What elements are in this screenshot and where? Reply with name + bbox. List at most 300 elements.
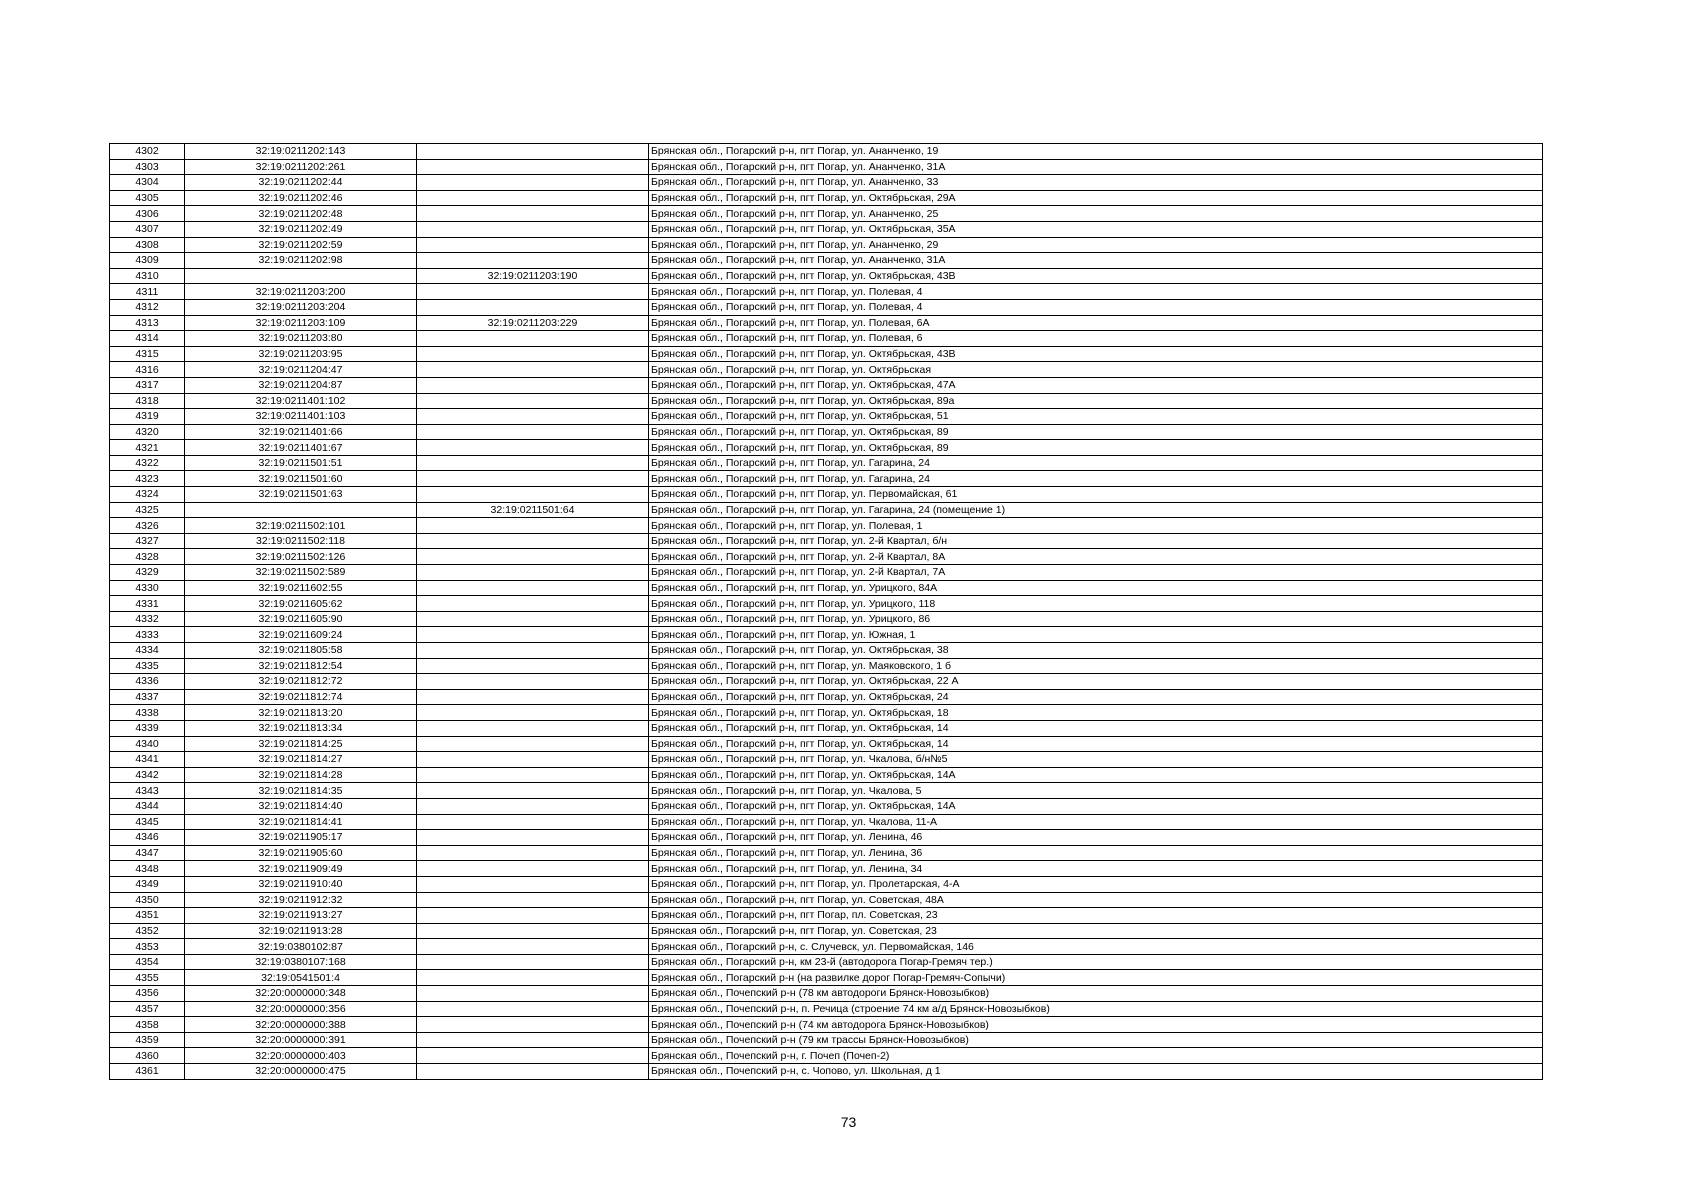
row-number-cell: 4353 xyxy=(110,939,185,955)
parent-cadastral-cell xyxy=(417,939,649,955)
row-number-cell: 4316 xyxy=(110,362,185,378)
parent-cadastral-cell xyxy=(417,986,649,1002)
table-row xyxy=(110,1032,1543,1048)
row-number-cell: 4350 xyxy=(110,892,185,908)
row-number-cell: 4342 xyxy=(110,767,185,783)
table-row xyxy=(110,565,1543,581)
parent-cadastral-cell xyxy=(417,736,649,752)
table-row xyxy=(110,908,1543,924)
table-row xyxy=(110,830,1543,846)
cadastral-number-cell: 32:20:0000000:403 xyxy=(185,1048,417,1064)
address-cell: Брянская обл., Погарский р-н, пгт Погар, ул. Ананченко, 33 xyxy=(649,175,1543,191)
address-cell: Брянская обл., Погарский р-н, пгт Погар, ул. 2-й Квартал, 8А xyxy=(649,549,1543,565)
row-number-cell: 4336 xyxy=(110,674,185,690)
table-row xyxy=(110,299,1543,315)
parent-cadastral-cell xyxy=(417,954,649,970)
cadastral-number-cell: 32:20:0000000:388 xyxy=(185,1017,417,1033)
parent-cadastral-cell xyxy=(417,658,649,674)
cadastral-number-cell: 32:19:0211204:87 xyxy=(185,377,417,393)
table-row xyxy=(110,175,1543,191)
row-number-cell: 4339 xyxy=(110,720,185,736)
row-number-cell: 4349 xyxy=(110,876,185,892)
cadastral-number-cell: 32:19:0211202:46 xyxy=(185,190,417,206)
address-cell: Брянская обл., Погарский р-н, пгт Погар, ул. Чкалова, б/н№5 xyxy=(649,752,1543,768)
row-number-cell: 4337 xyxy=(110,689,185,705)
address-cell: Брянская обл., Погарский р-н, пгт Погар, ул. Урицкого, 86 xyxy=(649,611,1543,627)
address-cell: Брянская обл., Погарский р-н, пгт Погар, ул. Полевая, 4 xyxy=(649,299,1543,315)
parent-cadastral-cell xyxy=(417,767,649,783)
parent-cadastral-cell xyxy=(417,175,649,191)
table-row xyxy=(110,814,1543,830)
address-cell: Брянская обл., Погарский р-н, пгт Погар, ул. Октябрьская, 29А xyxy=(649,190,1543,206)
parent-cadastral-cell xyxy=(417,1032,649,1048)
table-row xyxy=(110,315,1543,331)
row-number-cell: 4343 xyxy=(110,783,185,799)
address-cell: Брянская обл., Погарский р-н, пгт Погар, ул. Гагарина, 24 xyxy=(649,455,1543,471)
parent-cadastral-cell xyxy=(417,533,649,549)
row-number-cell: 4332 xyxy=(110,611,185,627)
table-row xyxy=(110,1064,1543,1080)
parent-cadastral-cell xyxy=(417,299,649,315)
row-number-cell: 4348 xyxy=(110,861,185,877)
cadastral-number-cell: 32:19:0211812:72 xyxy=(185,674,417,690)
row-number-cell: 4313 xyxy=(110,315,185,331)
parent-cadastral-cell xyxy=(417,861,649,877)
parent-cadastral-cell: 32:19:0211501:64 xyxy=(417,502,649,518)
parent-cadastral-cell xyxy=(417,970,649,986)
table-row xyxy=(110,253,1543,269)
cadastral-number-cell: 32:19:0211814:25 xyxy=(185,736,417,752)
cadastral-number-cell: 32:20:0000000:348 xyxy=(185,986,417,1002)
table-row xyxy=(110,1048,1543,1064)
parent-cadastral-cell xyxy=(417,923,649,939)
cadastral-number-cell: 32:19:0211502:101 xyxy=(185,518,417,534)
address-cell: Брянская обл., Погарский р-н, пгт Погар, ул. Советская, 23 xyxy=(649,923,1543,939)
row-number-cell: 4331 xyxy=(110,596,185,612)
cadastral-number-cell: 32:19:0211202:44 xyxy=(185,175,417,191)
parent-cadastral-cell xyxy=(417,331,649,347)
parent-cadastral-cell xyxy=(417,1048,649,1064)
address-cell: Брянская обл., Погарский р-н, пгт Погар, ул. Ананченко, 31А xyxy=(649,253,1543,269)
table-row xyxy=(110,954,1543,970)
address-cell: Брянская обл., Погарский р-н, пгт Погар, ул. Октябрьская, 89 xyxy=(649,424,1543,440)
address-cell: Брянская обл., Почепский р-н (79 км трассы Брянск-Новозыбков) xyxy=(649,1032,1543,1048)
address-cell: Брянская обл., Погарский р-н, пгт Погар, ул. Чкалова, 5 xyxy=(649,783,1543,799)
cadastral-number-cell: 32:19:0211502:126 xyxy=(185,549,417,565)
parent-cadastral-cell xyxy=(417,159,649,175)
row-number-cell: 4334 xyxy=(110,643,185,659)
row-number-cell: 4319 xyxy=(110,409,185,425)
registry-table xyxy=(109,143,1543,1080)
table-row xyxy=(110,237,1543,253)
cadastral-number-cell: 32:19:0211609:24 xyxy=(185,627,417,643)
address-cell: Брянская обл., Погарский р-н, пгт Погар, ул. Урицкого, 118 xyxy=(649,596,1543,612)
parent-cadastral-cell xyxy=(417,674,649,690)
row-number-cell: 4318 xyxy=(110,393,185,409)
cadastral-number-cell: 32:19:0211905:60 xyxy=(185,845,417,861)
cadastral-number-cell: 32:19:0211605:62 xyxy=(185,596,417,612)
cadastral-number-cell: 32:19:0211203:95 xyxy=(185,346,417,362)
parent-cadastral-cell xyxy=(417,798,649,814)
row-number-cell: 4326 xyxy=(110,518,185,534)
parent-cadastral-cell xyxy=(417,752,649,768)
row-number-cell: 4304 xyxy=(110,175,185,191)
cadastral-number-cell: 32:19:0211202:49 xyxy=(185,221,417,237)
row-number-cell: 4335 xyxy=(110,658,185,674)
table-row xyxy=(110,518,1543,534)
cadastral-number-cell: 32:19:0211202:98 xyxy=(185,253,417,269)
cadastral-number-cell: 32:19:0211501:51 xyxy=(185,455,417,471)
table-row xyxy=(110,580,1543,596)
address-cell: Брянская обл., Погарский р-н, пгт Погар, ул. Ленина, 46 xyxy=(649,830,1543,846)
table-row xyxy=(110,845,1543,861)
address-cell: Брянская обл., Погарский р-н, пгт Погар, ул. Чкалова, 11-А xyxy=(649,814,1543,830)
cadastral-number-cell: 32:20:0000000:475 xyxy=(185,1064,417,1080)
row-number-cell: 4360 xyxy=(110,1048,185,1064)
table-row xyxy=(110,861,1543,877)
table-row xyxy=(110,377,1543,393)
table-row xyxy=(110,658,1543,674)
row-number-cell: 4302 xyxy=(110,144,185,160)
parent-cadastral-cell xyxy=(417,845,649,861)
cadastral-number-cell: 32:19:0211501:63 xyxy=(185,487,417,503)
address-cell: Брянская обл., Погарский р-н, пгт Погар, ул. Ананченко, 29 xyxy=(649,237,1543,253)
address-cell: Брянская обл., Погарский р-н, км 23-й (автодорога Погар-Гремяч тер.) xyxy=(649,954,1543,970)
cadastral-number-cell: 32:19:0211805:58 xyxy=(185,643,417,659)
parent-cadastral-cell xyxy=(417,689,649,705)
table-row xyxy=(110,783,1543,799)
row-number-cell: 4354 xyxy=(110,954,185,970)
cadastral-number-cell: 32:19:0211913:27 xyxy=(185,908,417,924)
address-cell: Брянская обл., Погарский р-н, пгт Погар, ул. Ананченко, 31А xyxy=(649,159,1543,175)
address-cell: Брянская обл., Погарский р-н, пгт Погар, ул. Октябрьская, 14 xyxy=(649,736,1543,752)
parent-cadastral-cell xyxy=(417,1017,649,1033)
address-cell: Брянская обл., Погарский р-н, пгт Погар, ул. Полевая, 6А xyxy=(649,315,1543,331)
cadastral-number-cell xyxy=(185,268,417,284)
parent-cadastral-cell: 32:19:0211203:190 xyxy=(417,268,649,284)
row-number-cell: 4320 xyxy=(110,424,185,440)
address-cell: Брянская обл., Погарский р-н, пгт Погар, ул. 2-й Квартал, б/н xyxy=(649,533,1543,549)
row-number-cell: 4359 xyxy=(110,1032,185,1048)
table-row xyxy=(110,970,1543,986)
address-cell: Брянская обл., Погарский р-н, пгт Погар, ул. Ананченко, 19 xyxy=(649,144,1543,160)
address-cell: Брянская обл., Погарский р-н, пгт Погар, ул. Октябрьская, 43В xyxy=(649,268,1543,284)
address-cell: Брянская обл., Почепский р-н, с. Чопово, ул. Школьная, д 1 xyxy=(649,1064,1543,1080)
cadastral-number-cell: 32:19:0211602:55 xyxy=(185,580,417,596)
cadastral-number-cell: 32:19:0211812:74 xyxy=(185,689,417,705)
parent-cadastral-cell xyxy=(417,424,649,440)
address-cell: Брянская обл., Погарский р-н, пгт Погар, ул. Советская, 48А xyxy=(649,892,1543,908)
address-cell: Брянская обл., Погарский р-н, пгт Погар, ул. Октябрьская, 38 xyxy=(649,643,1543,659)
table-row xyxy=(110,268,1543,284)
row-number-cell: 4347 xyxy=(110,845,185,861)
address-cell: Брянская обл., Погарский р-н, с. Случевск, ул. Первомайская, 146 xyxy=(649,939,1543,955)
table-row xyxy=(110,939,1543,955)
table-row xyxy=(110,487,1543,503)
address-cell: Брянская обл., Погарский р-н, пгт Погар, ул. Октябрьская, 14 xyxy=(649,720,1543,736)
table-row xyxy=(110,627,1543,643)
cadastral-number-cell: 32:19:0211814:28 xyxy=(185,767,417,783)
table-row xyxy=(110,549,1543,565)
cadastral-number-cell: 32:19:0211202:143 xyxy=(185,144,417,160)
cadastral-number-cell: 32:19:0211203:80 xyxy=(185,331,417,347)
table-row xyxy=(110,1017,1543,1033)
parent-cadastral-cell xyxy=(417,346,649,362)
table-row xyxy=(110,596,1543,612)
registry-table-body xyxy=(110,144,1543,1080)
cadastral-number-cell: 32:19:0211202:59 xyxy=(185,237,417,253)
cadastral-number-cell: 32:19:0211909:49 xyxy=(185,861,417,877)
row-number-cell: 4321 xyxy=(110,440,185,456)
row-number-cell: 4314 xyxy=(110,331,185,347)
parent-cadastral-cell xyxy=(417,518,649,534)
table-row xyxy=(110,643,1543,659)
cadastral-number-cell: 32:19:0211401:102 xyxy=(185,393,417,409)
table-row xyxy=(110,440,1543,456)
table-row xyxy=(110,331,1543,347)
table-row xyxy=(110,206,1543,222)
address-cell: Брянская обл., Погарский р-н, пгт Погар, ул. Южная, 1 xyxy=(649,627,1543,643)
cadastral-number-cell: 32:19:0211905:17 xyxy=(185,830,417,846)
parent-cadastral-cell xyxy=(417,705,649,721)
table-row xyxy=(110,284,1543,300)
row-number-cell: 4356 xyxy=(110,986,185,1002)
row-number-cell: 4344 xyxy=(110,798,185,814)
cadastral-number-cell: 32:19:0211814:41 xyxy=(185,814,417,830)
table-row xyxy=(110,798,1543,814)
cadastral-number-cell: 32:19:0211401:103 xyxy=(185,409,417,425)
table-row xyxy=(110,736,1543,752)
row-number-cell: 4310 xyxy=(110,268,185,284)
address-cell: Брянская обл., Погарский р-н (на развилке дорог Погар-Гремяч-Сопычи) xyxy=(649,970,1543,986)
table-row xyxy=(110,533,1543,549)
cadastral-number-cell: 32:19:0211203:200 xyxy=(185,284,417,300)
parent-cadastral-cell xyxy=(417,362,649,378)
cadastral-number-cell: 32:20:0000000:391 xyxy=(185,1032,417,1048)
address-cell: Брянская обл., Погарский р-н, пгт Погар, ул. Октябрьская, 35А xyxy=(649,221,1543,237)
address-cell: Брянская обл., Погарский р-н, пгт Погар, ул. Октябрьская, 14А xyxy=(649,798,1543,814)
parent-cadastral-cell xyxy=(417,377,649,393)
address-cell: Брянская обл., Погарский р-н, пгт Погар, ул. Гагарина, 24 (помещение 1) xyxy=(649,502,1543,518)
cadastral-number-cell: 32:19:0211202:48 xyxy=(185,206,417,222)
row-number-cell: 4345 xyxy=(110,814,185,830)
table-row xyxy=(110,1001,1543,1017)
cadastral-number-cell: 32:19:0211814:27 xyxy=(185,752,417,768)
address-cell: Брянская обл., Погарский р-н, пгт Погар, пл. Советская, 23 xyxy=(649,908,1543,924)
address-cell: Брянская обл., Погарский р-н, пгт Погар, ул. Урицкого, 84А xyxy=(649,580,1543,596)
parent-cadastral-cell xyxy=(417,814,649,830)
cadastral-number-cell: 32:19:0211401:67 xyxy=(185,440,417,456)
parent-cadastral-cell xyxy=(417,393,649,409)
parent-cadastral-cell xyxy=(417,487,649,503)
row-number-cell: 4306 xyxy=(110,206,185,222)
address-cell: Брянская обл., Почепский р-н (78 км автодороги Брянск-Новозыбков) xyxy=(649,986,1543,1002)
address-cell: Брянская обл., Почепский р-н, г. Почеп (Почеп-2) xyxy=(649,1048,1543,1064)
address-cell: Брянская обл., Погарский р-н, пгт Погар, ул. Гагарина, 24 xyxy=(649,471,1543,487)
cadastral-number-cell: 32:19:0211912:32 xyxy=(185,892,417,908)
parent-cadastral-cell xyxy=(417,190,649,206)
parent-cadastral-cell: 32:19:0211203:229 xyxy=(417,315,649,331)
row-number-cell: 4312 xyxy=(110,299,185,315)
table-row xyxy=(110,144,1543,160)
row-number-cell: 4309 xyxy=(110,253,185,269)
row-number-cell: 4315 xyxy=(110,346,185,362)
parent-cadastral-cell xyxy=(417,627,649,643)
table-row xyxy=(110,986,1543,1002)
table-row xyxy=(110,720,1543,736)
cadastral-number-cell: 32:19:0211814:35 xyxy=(185,783,417,799)
table-row xyxy=(110,876,1543,892)
row-number-cell: 4303 xyxy=(110,159,185,175)
parent-cadastral-cell xyxy=(417,1001,649,1017)
address-cell: Брянская обл., Погарский р-н, пгт Погар, ул. Полевая, 1 xyxy=(649,518,1543,534)
row-number-cell: 4352 xyxy=(110,923,185,939)
table-row xyxy=(110,705,1543,721)
address-cell: Брянская обл., Погарский р-н, пгт Погар, ул. Октябрьская, 14А xyxy=(649,767,1543,783)
cadastral-number-cell xyxy=(185,502,417,518)
cadastral-number-cell: 32:19:0541501:4 xyxy=(185,970,417,986)
parent-cadastral-cell xyxy=(417,206,649,222)
address-cell: Брянская обл., Почепский р-н (74 км автодорога Брянск-Новозыбков) xyxy=(649,1017,1543,1033)
parent-cadastral-cell xyxy=(417,720,649,736)
cadastral-number-cell: 32:19:0211910:40 xyxy=(185,876,417,892)
table-row xyxy=(110,362,1543,378)
cadastral-number-cell: 32:20:0000000:356 xyxy=(185,1001,417,1017)
parent-cadastral-cell xyxy=(417,409,649,425)
table-row xyxy=(110,892,1543,908)
table-row xyxy=(110,409,1543,425)
row-number-cell: 4346 xyxy=(110,830,185,846)
row-number-cell: 4330 xyxy=(110,580,185,596)
row-number-cell: 4338 xyxy=(110,705,185,721)
cadastral-number-cell: 32:19:0380102:87 xyxy=(185,939,417,955)
parent-cadastral-cell xyxy=(417,253,649,269)
cadastral-number-cell: 32:19:0211401:66 xyxy=(185,424,417,440)
table-row xyxy=(110,393,1543,409)
table-row xyxy=(110,159,1543,175)
row-number-cell: 4361 xyxy=(110,1064,185,1080)
cadastral-number-cell: 32:19:0211502:589 xyxy=(185,565,417,581)
parent-cadastral-cell xyxy=(417,237,649,253)
parent-cadastral-cell xyxy=(417,284,649,300)
row-number-cell: 4351 xyxy=(110,908,185,924)
address-cell: Брянская обл., Погарский р-н, пгт Погар, ул. Маяковского, 1 б xyxy=(649,658,1543,674)
address-cell: Брянская обл., Погарский р-н, пгт Погар, ул. Пролетарская, 4-А xyxy=(649,876,1543,892)
address-cell: Брянская обл., Погарский р-н, пгт Погар, ул. Октябрьская, 18 xyxy=(649,705,1543,721)
address-cell: Брянская обл., Погарский р-н, пгт Погар, ул. Октябрьская, 43В xyxy=(649,346,1543,362)
parent-cadastral-cell xyxy=(417,471,649,487)
table-row xyxy=(110,689,1543,705)
table-row xyxy=(110,674,1543,690)
address-cell: Брянская обл., Погарский р-н, пгт Погар, ул. Полевая, 6 xyxy=(649,331,1543,347)
table-row xyxy=(110,190,1543,206)
parent-cadastral-cell xyxy=(417,876,649,892)
table-row xyxy=(110,752,1543,768)
parent-cadastral-cell xyxy=(417,908,649,924)
page-number: 73 xyxy=(840,1114,857,1130)
cadastral-number-cell: 32:19:0211502:118 xyxy=(185,533,417,549)
row-number-cell: 4357 xyxy=(110,1001,185,1017)
parent-cadastral-cell xyxy=(417,892,649,908)
address-cell: Брянская обл., Погарский р-н, пгт Погар, ул. Октябрьская, 89а xyxy=(649,393,1543,409)
row-number-cell: 4308 xyxy=(110,237,185,253)
cadastral-number-cell: 32:19:0211813:20 xyxy=(185,705,417,721)
row-number-cell: 4323 xyxy=(110,471,185,487)
row-number-cell: 4341 xyxy=(110,752,185,768)
parent-cadastral-cell xyxy=(417,611,649,627)
address-cell: Брянская обл., Погарский р-н, пгт Погар, ул. Ленина, 34 xyxy=(649,861,1543,877)
cadastral-number-cell: 32:19:0211605:90 xyxy=(185,611,417,627)
table-row xyxy=(110,424,1543,440)
cadastral-number-cell: 32:19:0211812:54 xyxy=(185,658,417,674)
cadastral-number-cell: 32:19:0380107:168 xyxy=(185,954,417,970)
address-cell: Брянская обл., Погарский р-н, пгт Погар, ул. Ананченко, 25 xyxy=(649,206,1543,222)
row-number-cell: 4305 xyxy=(110,190,185,206)
parent-cadastral-cell xyxy=(417,783,649,799)
row-number-cell: 4355 xyxy=(110,970,185,986)
parent-cadastral-cell xyxy=(417,221,649,237)
row-number-cell: 4328 xyxy=(110,549,185,565)
address-cell: Брянская обл., Погарский р-н, пгт Погар, ул. Ленина, 36 xyxy=(649,845,1543,861)
parent-cadastral-cell xyxy=(417,549,649,565)
row-number-cell: 4358 xyxy=(110,1017,185,1033)
row-number-cell: 4325 xyxy=(110,502,185,518)
table-row xyxy=(110,221,1543,237)
cadastral-number-cell: 32:19:0211501:60 xyxy=(185,471,417,487)
parent-cadastral-cell xyxy=(417,565,649,581)
address-cell: Брянская обл., Погарский р-н, пгт Погар, ул. Октябрьская, 47А xyxy=(649,377,1543,393)
cadastral-number-cell: 32:19:0211813:34 xyxy=(185,720,417,736)
table-row xyxy=(110,767,1543,783)
row-number-cell: 4340 xyxy=(110,736,185,752)
cadastral-number-cell: 32:19:0211913:28 xyxy=(185,923,417,939)
cadastral-number-cell: 32:19:0211814:40 xyxy=(185,798,417,814)
row-number-cell: 4324 xyxy=(110,487,185,503)
parent-cadastral-cell xyxy=(417,440,649,456)
parent-cadastral-cell xyxy=(417,643,649,659)
address-cell: Брянская обл., Погарский р-н, пгт Погар, ул. Октябрьская, 51 xyxy=(649,409,1543,425)
address-cell: Брянская обл., Погарский р-н, пгт Погар, ул. Октябрьская, 24 xyxy=(649,689,1543,705)
cadastral-number-cell: 32:19:0211204:47 xyxy=(185,362,417,378)
table-row xyxy=(110,471,1543,487)
parent-cadastral-cell xyxy=(417,830,649,846)
row-number-cell: 4317 xyxy=(110,377,185,393)
row-number-cell: 4307 xyxy=(110,221,185,237)
address-cell: Брянская обл., Почепский р-н, п. Речица (строение 74 км а/д Брянск-Новозыбков) xyxy=(649,1001,1543,1017)
address-cell: Брянская обл., Погарский р-н, пгт Погар, ул. Октябрьская xyxy=(649,362,1543,378)
row-number-cell: 4333 xyxy=(110,627,185,643)
cadastral-number-cell: 32:19:0211203:109 xyxy=(185,315,417,331)
parent-cadastral-cell xyxy=(417,596,649,612)
row-number-cell: 4322 xyxy=(110,455,185,471)
parent-cadastral-cell xyxy=(417,144,649,160)
cadastral-number-cell: 32:19:0211203:204 xyxy=(185,299,417,315)
table-row xyxy=(110,455,1543,471)
address-cell: Брянская обл., Погарский р-н, пгт Погар, ул. Октябрьская, 22 А xyxy=(649,674,1543,690)
table-row xyxy=(110,502,1543,518)
parent-cadastral-cell xyxy=(417,455,649,471)
row-number-cell: 4329 xyxy=(110,565,185,581)
table-row xyxy=(110,923,1543,939)
address-cell: Брянская обл., Погарский р-н, пгт Погар, ул. Полевая, 4 xyxy=(649,284,1543,300)
parent-cadastral-cell xyxy=(417,580,649,596)
address-cell: Брянская обл., Погарский р-н, пгт Погар, ул. Первомайская, 61 xyxy=(649,487,1543,503)
table-row xyxy=(110,611,1543,627)
cadastral-number-cell: 32:19:0211202:261 xyxy=(185,159,417,175)
row-number-cell: 4311 xyxy=(110,284,185,300)
parent-cadastral-cell xyxy=(417,1064,649,1080)
table-row xyxy=(110,346,1543,362)
